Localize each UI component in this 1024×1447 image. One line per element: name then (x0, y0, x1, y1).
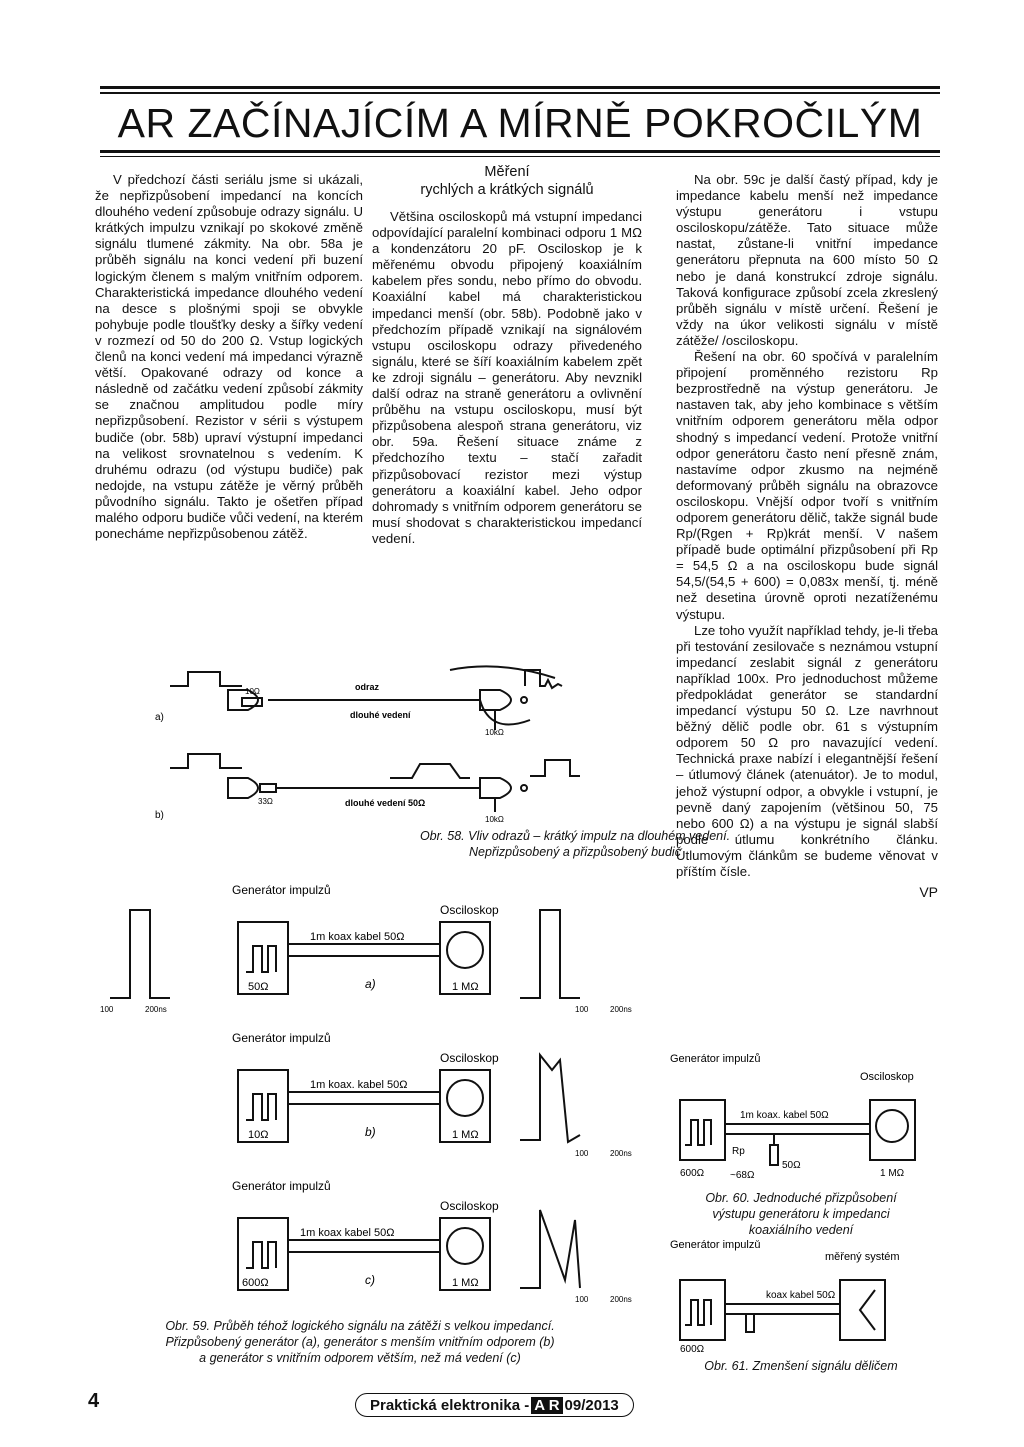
col1-paragraph: V předchozí části seriálu jsme si ukázali, že nepřizpůsobení impedancí na koncích dlouhého vedení způsobuje odrazy signálu. U krátkých impulzu vznikají po skokové změně signálu tlumené zákmity. Na obr. 58a je průběh signálu na konci vedení při buzení logickým členem s malým vnitřním odporem. Charakteristická impedance dlouhého vedení na desce s plošnými spoji se obvykle pohybuje podle tloušťky desky a šířky vedení v rozmezí od 50 do 200 Ω. Vstup logických členů na konci vedení má impedanci výrazně větší. Opakované odrazy od konce a následně od začátku vedení způsobí zákmity se značnou amplitudou podle míry nepřizpůsobení. Rezistor v sérii s výstupem budiče (obr. 58b) upraví výstupní impedanci na velikost srovnatelnou s vedením. K druhému odrazu (od výstupu budiče) pak nedojde, na vstupu zátěže je věrný průběh původního signálu. Takto je ošetřen případ malého odporu budiče vůči vedení, na kterém ponecháme nepřizpůsobenou zátěž. (95, 172, 363, 542)
fig59-t100-left: 100 (100, 1005, 114, 1014)
fig61-caption (676, 1358, 926, 1374)
section-title (372, 163, 642, 199)
fig60-caption (676, 1190, 926, 1238)
section-title-line2: rychlých a krátkých signálů (420, 182, 594, 198)
fig59-t200-b: 200ns (610, 1149, 632, 1158)
fig59c-label: c) (365, 1273, 375, 1287)
figure-60 (670, 1050, 940, 1185)
fig58-caption (360, 828, 790, 860)
figure-61 (670, 1240, 940, 1355)
col3-paragraph-3: Lze toho využít například tehdy, je-li třeba při testování zesilovače s neznámou vstupní impedancí zeslabit signál z generátoru například 100x. Pro jednoduchost můžeme předpokládat generátor se standardní impedancí výstupu 50 Ω. Lze navrhnout běžný dělič podle obr. 61 s výstupním odporem 50 Ω pro navazující vedení. Technická praxe nabízí i elegantnější řešení – útlumový článek (atenuátor). Je to modul, jehož výstupní odpor, a obvykle i vstupní, je pevně daný zapojením (většinou 50, 75 nebo 600 Ω) a na výstupu je signál slabší podle útlumu konkrétního článku. Útlumovým článkům se budeme věnovat v příštím čísle. (676, 622, 938, 880)
fig59-t100-b: 100 (575, 1149, 589, 1158)
author-initials: VP (919, 884, 938, 901)
fig61-rg: 600Ω (680, 1344, 705, 1355)
fig59b-r: 10Ω (248, 1129, 269, 1141)
col2-paragraph: Většina osciloskopů má vstupní impedanci odpovídající paralelní kombinaci odporu 1 MΩ a kondenzátoru 20 pF. Osciloskop je k měřenému obvodu připojený koaxiálním kabelem přes sondu, nebo přímo do obvodu. Koaxiální kabel má charakteristickou impedanci menší (obr. 58b). Podobně jako v předchozím případě vznikají na signálovém vstupu osciloskopu odrazy přivedeného signálu, které se šíří koaxiálním kabelem zpět ke zdroji signálu – generátoru. Aby nevznikl další odraz na straně generátoru a ovlivnění průběhu na vstupu osciloskopu, musí být přizpůsobena alespoň strana generátoru, viz obr. 59a. Řešení situace známe z předchozího textu – stačí zařadit přizpůsobovací rezistor mezi výstup generátoru a koaxiální kabel. Jeho odpor dohromady s vnitřním odporem generátoru se musí shodovat s charakteristickou impedancí vedení. (372, 209, 642, 546)
fig59-caption-line2: Přizpůsobený generátor (a), generátor s menším vnitřním odporem (b) (165, 1335, 555, 1349)
fig59-caption-line3: a generátor s vnitřním odporem větším, než má vedení (c) (199, 1351, 521, 1365)
fig60-caption-line2: výstupu generátoru k impedanci (712, 1207, 890, 1221)
header-rule-bottom-2 (100, 156, 940, 157)
col3-paragraph-1: Na obr. 59c je další častý případ, kdy je impedance kabelu menší než impedance výstupu generátoru i vstupu osciloskopu/zátěže. Tato situace může nastat, zůstane-li vnitřní impedance generátoru přepnuta na 600 místo 50 Ω nebo je daná konstrukcí zdroje signálu. Taková konfigurace způsobí zcela zkreslený průběh signálu v místě určení. Řešení je vždy na úkor velikosti signálu v místě zátěže/ /osciloskopu. (676, 172, 938, 348)
fig59-t200-left: 200ns (145, 1005, 167, 1014)
fig60-caption-line3: koaxiálního vedení (748, 1223, 854, 1237)
fig59b-osc: Osciloskop (440, 1051, 499, 1065)
fig58-label-a: a) (155, 712, 164, 723)
fig59-t200-a: 200ns (610, 1005, 632, 1014)
fig58-rload-b: 10kΩ (485, 815, 504, 824)
header-rule-top (100, 86, 940, 89)
fig59-t100-a: 100 (575, 1005, 589, 1014)
fig60-osc: Osciloskop (860, 1071, 914, 1083)
fig59-t200-c: 200ns (610, 1295, 632, 1304)
column-2 (372, 163, 642, 547)
fig59a-rin: 1 MΩ (452, 981, 479, 993)
fig59-t100-c: 100 (575, 1295, 589, 1304)
fig58-label-b: b) (155, 810, 164, 821)
fig59a-cable: 1m koax kabel 50Ω (310, 931, 405, 943)
section-title-line1: Měření (484, 164, 530, 180)
magazine-badge (355, 1393, 634, 1417)
fig60-gen: Generátor impulzů (670, 1053, 761, 1065)
fig60-rp: Rp (732, 1146, 745, 1157)
fig58-caption-line1: Obr. 58. Vliv odrazů – krátký impulz na dlouhém vedení. (419, 829, 731, 843)
page-number: 4 (88, 1390, 100, 1412)
fig58-rload-a: 10kΩ (485, 728, 504, 737)
fig59c-gen: Generátor impulzů (232, 1179, 331, 1193)
fig59b-cable: 1m koax. kabel 50Ω (310, 1079, 408, 1091)
fig59c-osc: Osciloskop (440, 1199, 499, 1213)
fig58-r10: 10Ω (245, 687, 260, 696)
header-rule-2 (100, 92, 940, 94)
fig59c-cable: 1m koax kabel 50Ω (300, 1227, 395, 1239)
fig60-caption-line1: Obr. 60. Jednoduché přizpůsobení (705, 1191, 897, 1205)
magazine-ar-logo: A R (531, 1397, 562, 1414)
fig59-caption-line1: Obr. 59. Průběh téhož logického signálu na zátěži s velkou impedancí. (165, 1319, 555, 1333)
fig61-caption-text: Obr. 61. Zmenšení signálu děličem (704, 1359, 898, 1373)
magazine-name: Praktická elektronika - (370, 1396, 530, 1414)
fig59b-rin: 1 MΩ (452, 1129, 479, 1141)
fig59a-label: a) (365, 977, 376, 991)
fig59b-label: b) (365, 1125, 376, 1139)
fig60-rin: 1 MΩ (880, 1168, 905, 1179)
col3-paragraph-2: Řešení na obr. 60 spočívá v paralelním připojení proměnného rezistoru Rp bezprostředně na výstup generátoru. Je nastaven tak, aby jeho kombinace s větším vnitřním odporem generátoru měla odpor shodný s impedancí vedení. Protože vnitřní odpor generátoru často není přesně znám, nastavíme odpor zkusmo na nejméně deformovaný průběh signálu na obrazovce osciloskopu. Vnější odpor tvoří s vnitřním odporem generátoru dělič, takže signál bude Rp/(Rgen + Rp)krát menší. V našem případě bude optimální přizpůsobení při Rp = 54,5 Ω a na osciloskopu bude signál 54,5/(54,5 + 600) = 0,083x menší, tj. méně než desetina úrovně oproti nezatíženému výstupu. (676, 349, 938, 622)
header-rule-bottom (100, 150, 940, 153)
fig59a-osc: Osciloskop (440, 903, 499, 917)
column-3 (676, 172, 938, 900)
fig60-rp-val: ~68Ω (730, 1170, 755, 1181)
fig59b-gen: Generátor impulzů (232, 1031, 331, 1045)
figure-59 (90, 880, 660, 1320)
fig61-gen: Generátor impulzů (670, 1240, 761, 1251)
fig60-rg: 600Ω (680, 1168, 705, 1179)
fig61-cable: koax kabel 50Ω (766, 1290, 836, 1301)
fig58-line-b: dlouhé vedení 50Ω (345, 798, 426, 808)
fig60-r50: 50Ω (782, 1160, 801, 1171)
page-title: AR ZAČÍNAJÍCÍM A MÍRNĚ POKROČILÝM (117, 100, 923, 146)
figure-58 (150, 660, 650, 830)
fig59-caption (110, 1318, 610, 1366)
fig59c-rin: 1 MΩ (452, 1277, 479, 1289)
fig59c-r: 600Ω (242, 1277, 269, 1289)
fig58-odraz: odraz (355, 682, 380, 692)
fig58-line-a: dlouhé vedení (350, 710, 411, 720)
fig61-sys: měřený systém (825, 1251, 900, 1263)
fig59a-gen: Generátor impulzů (232, 883, 331, 897)
fig59a-r: 50Ω (248, 981, 269, 993)
column-1 (95, 172, 363, 542)
fig58-r33: 33Ω (258, 797, 273, 806)
magazine-issue: 09/2013 (564, 1396, 619, 1414)
fig58-caption-line2: Nepřizpůsobený a přizpůsobený budič (469, 845, 681, 859)
fig60-cable: 1m koax. kabel 50Ω (740, 1110, 829, 1121)
